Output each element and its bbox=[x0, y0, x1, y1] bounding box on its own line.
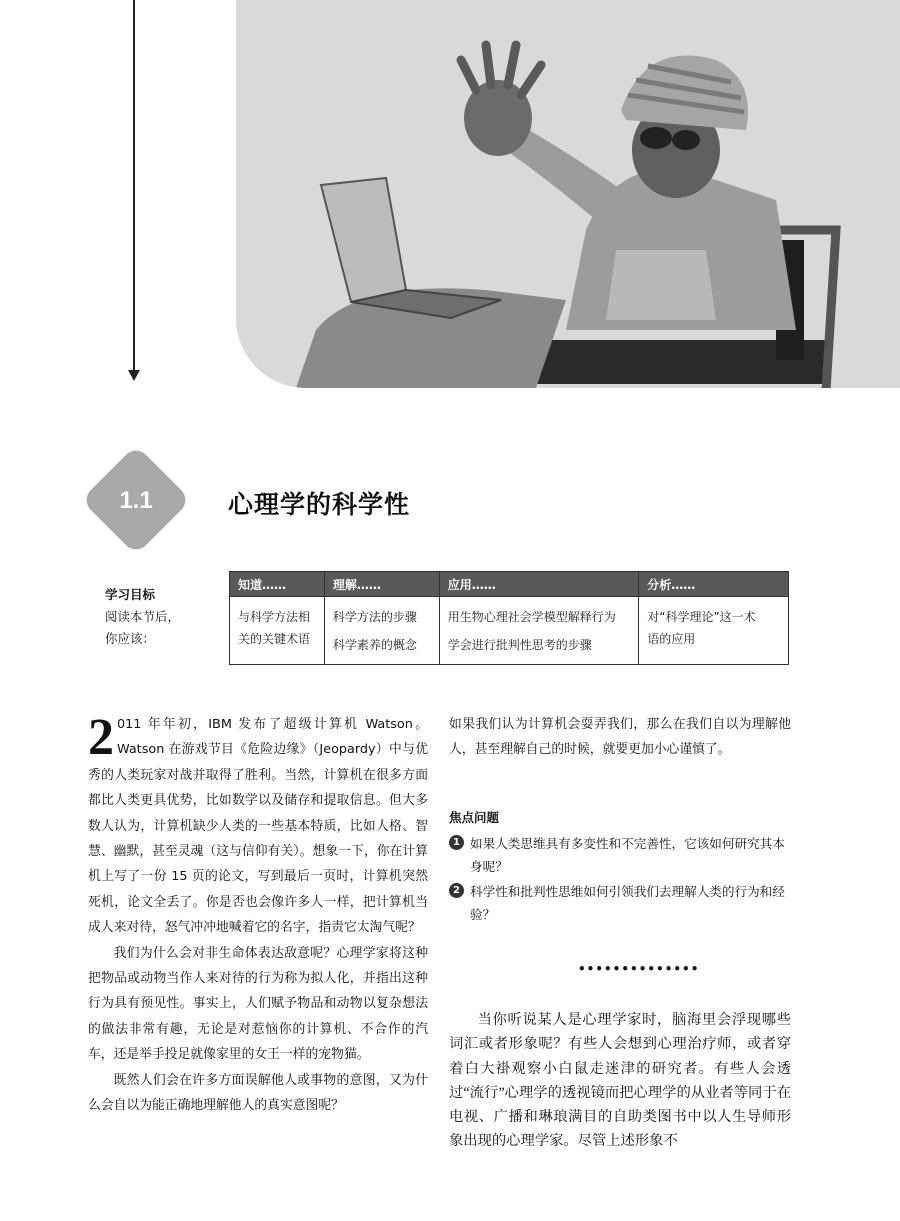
apply-line: 用生物心理社会学模型解释行为 bbox=[447, 610, 616, 624]
apply-line: 学会进行批判性思考的步骤 bbox=[447, 638, 592, 652]
left-column bbox=[88, 709, 428, 1119]
objectives-prompt-line1: 阅读本节后， bbox=[105, 609, 181, 624]
cell-analyze bbox=[639, 597, 789, 665]
know-line: 关的关键术语 bbox=[238, 632, 311, 646]
know-line: 与科学方法相 bbox=[238, 610, 311, 624]
focus-question-1 bbox=[449, 832, 794, 878]
question-text: 如果人类思维具有多变性和不完善性，它该如何研究其本身呢？ bbox=[470, 836, 785, 874]
objectives-table bbox=[229, 571, 789, 665]
timeline-line bbox=[133, 0, 135, 372]
header-analyze: 分析…… bbox=[639, 572, 789, 597]
objectives-prompt-line2: 你应该： bbox=[105, 631, 156, 646]
dropcap: 2 bbox=[88, 709, 114, 766]
understand-line: 科学素养的概念 bbox=[332, 638, 417, 652]
number-1-icon: 1 bbox=[449, 835, 464, 850]
analyze-line: 对“科学理论”这一术 bbox=[647, 610, 756, 624]
cell-apply bbox=[439, 597, 639, 665]
hero-photo bbox=[236, 0, 900, 388]
focus-question-2 bbox=[449, 880, 794, 926]
paragraph-text: 011 年年初，IBM 发布了超级计算机 Watson。Watson 在游戏节目《危险边缘》（Jeopardy）中与优秀的人类玩家对战并取得了胜利。当然，计算机在很多方面都比人类更具优势，比如数学以及储存和提取信息。但大多数人认为，计算机缺少人类的一些基本特质，比如人格、智慧、幽默，甚至灵魂（这与信仰有关）。想象一下，你在计算机上写了一份 15 页的论文，写到最后一页时，计算机突然死机，论文全丢了。你是否也会像许多人一样，把计算机当成人来对待，怒气冲冲地喊着它的名字，指责它太淘气呢？ bbox=[88, 717, 428, 936]
cell-know bbox=[230, 597, 325, 665]
paragraph: 我们为什么会对非生命体表达敌意呢？心理学家将这种把物品或动物当作人来对待的行为称为拟人化，并指出这种行为具有预见性。事实上，人们赋予物品和动物以复杂想法的做法非常有趣，无论是对惹恼你的计算机、不合作的汽车，还是举手投足就像家里的女王一样的宠物猫。 bbox=[88, 945, 428, 1063]
analyze-line: 语的应用 bbox=[647, 632, 696, 646]
paragraph: 如果我们认为计算机会耍弄我们，那么在我们自以为理解他人，甚至理解自己的时候，就要更加小心谨慎了。 bbox=[449, 717, 791, 758]
focus-questions-title: 焦点问题 bbox=[449, 810, 500, 825]
header-understand: 理解…… bbox=[324, 572, 439, 597]
section-title: 心理学的科学性 bbox=[228, 490, 411, 519]
header-apply: 应用…… bbox=[439, 572, 639, 597]
person-with-laptop-illustration bbox=[236, 0, 900, 388]
paragraph bbox=[88, 709, 428, 941]
header-know: 知道…… bbox=[230, 572, 325, 597]
arrow-down-icon bbox=[128, 370, 140, 381]
paragraph: 既然人们会在许多方面误解他人或事物的意图，又为什么会自以为能正确地理解他人的真实意图呢？ bbox=[88, 1072, 428, 1114]
divider-dots: •••••••••••••• bbox=[578, 962, 700, 976]
intro-paragraph: 当你听说某人是心理学家时，脑海里会浮现哪些词汇或者形象呢？有些人会想到心理治疗师，或者穿着白大褂观察小白鼠走迷津的研究者。有些人会透过“流行”心理学的透视镜而把心理学的从业者等同于在电视、广播和琳琅满目的自助类图书中以人生导师形象出现的心理学家。尽管上述形象不 bbox=[449, 1012, 791, 1150]
objectives-heading: 学习目标 bbox=[105, 587, 156, 602]
objectives-label bbox=[105, 584, 180, 650]
section-number: 1.1 bbox=[119, 487, 153, 514]
objectives-header-row bbox=[230, 572, 789, 597]
understand-line: 科学方法的步骤 bbox=[332, 610, 417, 624]
right-column bbox=[449, 712, 791, 763]
number-2-icon: 2 bbox=[449, 883, 464, 898]
question-text: 科学性和批判性思维如何引领我们去理解人类的行为和经验？ bbox=[470, 884, 785, 922]
cell-understand bbox=[324, 597, 439, 665]
objectives-row bbox=[230, 597, 789, 665]
